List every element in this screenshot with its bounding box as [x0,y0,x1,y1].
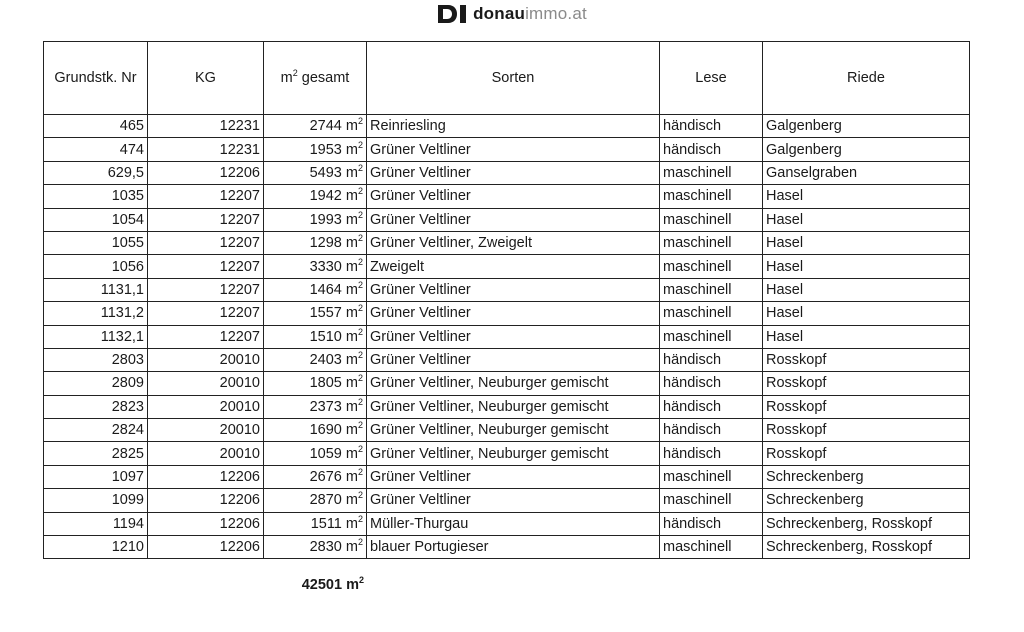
cell-kg: 12207 [148,278,264,301]
cell-varieties: Müller-Thurgau [367,512,660,535]
cell-harvest: maschinell [660,536,763,559]
cell-area-unit: m [341,328,358,345]
header-area-sup: 2 [292,68,298,78]
cell-area [264,419,367,442]
cell-vineyard-site: Galgenberg [763,138,970,161]
cell-varieties: Grüner Veltliner [367,489,660,512]
cell-varieties: Grüner Veltliner [367,208,660,231]
table-row [44,138,970,161]
cell-kg: 20010 [148,419,264,442]
cell-harvest: maschinell [660,255,763,278]
cell-area [264,231,367,254]
table-row [44,419,970,442]
cell-vineyard-site: Schreckenberg, Rosskopf [763,536,970,559]
table-row [44,536,970,559]
cell-area-value: 2373 [309,398,342,415]
cell-area-sup: 2 [357,186,363,197]
table-body [44,115,970,559]
brand-name-bold: donau [473,4,526,23]
header-vineyard-site: Riede [763,42,970,115]
cell-vineyard-site: Rosskopf [763,348,970,371]
cell-area-value: 1510 [309,328,342,345]
cell-plot-number: 2824 [44,419,148,442]
cell-area [264,302,367,325]
table-row [44,255,970,278]
table-row [44,489,970,512]
cell-harvest: maschinell [660,161,763,184]
table-row [44,231,970,254]
cell-vineyard-site: Hasel [763,208,970,231]
cell-area-value: 1953 [309,141,342,158]
cell-harvest: händisch [660,372,763,395]
header-plot-number: Grundstk. Nr [44,42,148,115]
brand-header [0,2,1024,26]
cell-varieties: Grüner Veltliner, Neuburger gemischt [367,395,660,418]
cell-area [264,278,367,301]
table-row [44,512,970,535]
cell-area-unit: m [341,258,358,275]
cell-harvest: händisch [660,115,763,138]
cell-area [264,489,367,512]
cell-area-sup: 2 [357,256,363,267]
cell-area [264,465,367,488]
cell-vineyard-site: Hasel [763,255,970,278]
cell-harvest: händisch [660,512,763,535]
cell-area [264,372,367,395]
cell-area [264,442,367,465]
header-varieties: Sorten [367,42,660,115]
cell-kg: 12231 [148,138,264,161]
cell-varieties: Grüner Veltliner, Neuburger gemischt [367,372,660,395]
cell-area-unit: m [341,281,358,298]
cell-area-sup: 2 [357,139,363,150]
cell-area-sup: 2 [357,420,363,431]
cell-area-value: 2830 [309,539,342,556]
cell-area-unit: m [341,469,358,486]
cell-area-value: 1059 [309,445,342,462]
cell-vineyard-site: Rosskopf [763,395,970,418]
cell-vineyard-site: Rosskopf [763,442,970,465]
cell-plot-number: 1097 [44,465,148,488]
cell-vineyard-site: Schreckenberg [763,489,970,512]
cell-harvest: maschinell [660,325,763,348]
cell-area-sup: 2 [357,350,363,361]
cell-plot-number: 2825 [44,442,148,465]
table-header-row [44,42,970,115]
cell-plot-number: 1131,2 [44,302,148,325]
cell-vineyard-site: Ganselgraben [763,161,970,184]
table-row [44,442,970,465]
header-kg: KG [148,42,264,115]
cell-area-unit: m [341,305,358,322]
cell-harvest: händisch [660,348,763,371]
cell-vineyard-site: Rosskopf [763,372,970,395]
table-row [44,278,970,301]
cell-area [264,395,367,418]
cell-area [264,536,367,559]
cell-kg: 20010 [148,395,264,418]
cell-area-unit: m [341,188,358,205]
cell-harvest: maschinell [660,208,763,231]
cell-area-unit: m [341,211,358,228]
cell-kg: 12206 [148,536,264,559]
cell-varieties: Zweigelt [367,255,660,278]
cell-area-value: 2403 [309,352,342,369]
cell-vineyard-site: Galgenberg [763,115,970,138]
cell-vineyard-site: Hasel [763,185,970,208]
cell-vineyard-site: Hasel [763,302,970,325]
cell-area-unit: m [341,118,358,135]
cell-kg: 12231 [148,115,264,138]
cell-kg: 20010 [148,442,264,465]
cell-area [264,161,367,184]
cell-harvest: maschinell [660,278,763,301]
cell-kg: 12206 [148,465,264,488]
cell-vineyard-site: Schreckenberg [763,465,970,488]
cell-area [264,138,367,161]
cell-harvest: maschinell [660,231,763,254]
table-row [44,115,970,138]
cell-kg: 12207 [148,255,264,278]
cell-plot-number: 1194 [44,512,148,535]
cell-plot-number: 1210 [44,536,148,559]
cell-kg: 12207 [148,231,264,254]
table-row [44,302,970,325]
cell-varieties: blauer Portugieser [367,536,660,559]
cell-plot-number: 465 [44,115,148,138]
cell-area-value: 2676 [309,469,342,486]
cell-varieties: Grüner Veltliner [367,278,660,301]
cell-vineyard-site: Schreckenberg, Rosskopf [763,512,970,535]
cell-kg: 12206 [148,489,264,512]
cell-area-sup: 2 [357,279,363,290]
cell-area-value: 1557 [309,305,342,322]
cell-vineyard-site: Rosskopf [763,419,970,442]
cell-harvest: maschinell [660,465,763,488]
cell-area-unit: m [341,422,358,439]
table-row [44,185,970,208]
cell-plot-number: 1055 [44,231,148,254]
cell-area-sup: 2 [357,490,363,501]
cell-area-value: 1805 [309,375,342,392]
cell-plot-number: 1035 [44,185,148,208]
cell-plot-number: 2809 [44,372,148,395]
cell-harvest: maschinell [660,489,763,512]
cell-area-value: 2744 [309,118,342,135]
cell-harvest: maschinell [660,185,763,208]
cell-area [264,348,367,371]
cell-area-sup: 2 [357,467,363,478]
cell-varieties: Grüner Veltliner [367,325,660,348]
cell-varieties: Grüner Veltliner [367,302,660,325]
cell-area [264,208,367,231]
cell-area-unit: m [341,352,358,369]
cell-harvest: händisch [660,442,763,465]
cell-area-sup: 2 [357,396,363,407]
cell-area-sup: 2 [357,537,363,548]
cell-area-sup: 2 [357,116,363,127]
cell-varieties: Reinriesling [367,115,660,138]
cell-plot-number: 1099 [44,489,148,512]
total-area-sup: 2 [358,575,364,585]
table-row [44,348,970,371]
table-row [44,208,970,231]
table-row [44,372,970,395]
table-row [44,161,970,184]
header-harvest: Lese [660,42,763,115]
cell-area-sup: 2 [357,233,363,244]
brand-name[interactable] [473,4,587,24]
cell-kg: 12206 [148,512,264,535]
header-area-total [264,42,367,115]
cell-area-value: 1464 [309,281,342,298]
cell-kg: 12206 [148,161,264,184]
cell-varieties: Grüner Veltliner, Neuburger gemischt [367,419,660,442]
cell-kg: 12207 [148,208,264,231]
header-area-prefix: m [280,70,293,86]
cell-area-unit: m [341,164,358,181]
vineyard-plots-table [43,41,970,559]
cell-kg: 20010 [148,348,264,371]
cell-area-value: 1511 [310,515,342,532]
cell-area [264,325,367,348]
cell-varieties: Grüner Veltliner [367,465,660,488]
total-area [263,577,366,593]
table-row [44,465,970,488]
cell-area-sup: 2 [357,326,363,337]
cell-area-value: 1993 [309,211,342,228]
cell-plot-number: 2823 [44,395,148,418]
cell-varieties: Grüner Veltliner, Neuburger gemischt [367,442,660,465]
cell-plot-number: 1056 [44,255,148,278]
cell-area-unit: m [341,141,358,158]
cell-kg: 20010 [148,372,264,395]
cell-area-sup: 2 [357,513,363,524]
total-area-unit: m [342,577,359,593]
cell-area-sup: 2 [357,303,363,314]
header-area-suffix: gesamt [297,70,350,86]
cell-vineyard-site: Hasel [763,231,970,254]
cell-area-unit: m [341,492,358,509]
cell-plot-number: 1054 [44,208,148,231]
cell-area-sup: 2 [357,162,363,173]
cell-varieties: Grüner Veltliner [367,138,660,161]
cell-area-sup: 2 [357,373,363,384]
table-row [44,395,970,418]
cell-harvest: maschinell [660,302,763,325]
cell-area-value: 1298 [309,235,342,252]
cell-plot-number: 1132,1 [44,325,148,348]
cell-vineyard-site: Hasel [763,278,970,301]
cell-area-value: 1942 [309,188,342,205]
total-area-value: 42501 [301,577,343,593]
cell-harvest: händisch [660,419,763,442]
cell-area-unit: m [341,398,358,415]
cell-harvest: händisch [660,395,763,418]
cell-area-unit: m [341,539,358,556]
cell-plot-number: 629,5 [44,161,148,184]
cell-area-value: 2870 [309,492,342,509]
cell-area [264,255,367,278]
cell-area-unit: m [341,445,358,462]
cell-vineyard-site: Hasel [763,325,970,348]
cell-plot-number: 2803 [44,348,148,371]
cell-area-unit: m [341,235,358,252]
cell-plot-number: 474 [44,138,148,161]
cell-area-value: 5493 [309,164,342,181]
cell-varieties: Grüner Veltliner [367,348,660,371]
cell-plot-number: 1131,1 [44,278,148,301]
cell-area-sup: 2 [357,443,363,454]
cell-area-value: 3330 [309,258,342,275]
cell-area-unit: m [341,515,358,532]
cell-area-sup: 2 [357,209,363,220]
cell-harvest: händisch [660,138,763,161]
cell-area [264,185,367,208]
cell-kg: 12207 [148,302,264,325]
cell-area [264,115,367,138]
cell-area-value: 1690 [309,422,342,439]
cell-kg: 12207 [148,185,264,208]
donauimmo-logo-icon [437,4,467,24]
cell-kg: 12207 [148,325,264,348]
cell-varieties: Grüner Veltliner, Zweigelt [367,231,660,254]
cell-area-unit: m [341,375,358,392]
brand-name-light: immo.at [525,4,587,23]
cell-varieties: Grüner Veltliner [367,185,660,208]
cell-area [264,512,367,535]
cell-varieties: Grüner Veltliner [367,161,660,184]
table-row [44,325,970,348]
